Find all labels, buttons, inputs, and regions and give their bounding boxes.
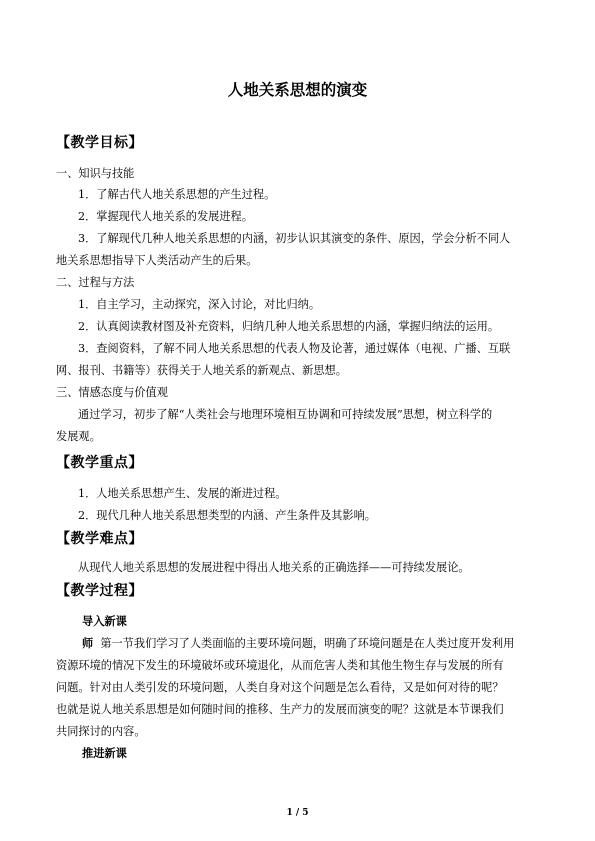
key-point-2: 2．现代几种人地关系思想类型的内涵、产生条件及其影响。	[78, 509, 376, 522]
subheading-advance: 推进新课	[82, 747, 127, 760]
section-heading-difficulty: 【教学难点】	[56, 531, 143, 547]
process-line-5: 共同探讨的内容。	[56, 725, 146, 738]
goals-attitude-1a: 通过学习，初步了解“人类社会与地理环境相互协调和可持续发展”思想，树立科学的	[78, 408, 493, 421]
goals-heading-knowledge: 一、知识与技能	[56, 167, 135, 180]
difficulty-point-1: 从现代人地关系思想的发展进程中得出人地关系的正确选择——可持续发展论。	[78, 561, 470, 574]
goals-heading-attitude: 三、情感态度与价值观	[56, 386, 168, 399]
goals-heading-process: 二、过程与方法	[56, 276, 135, 289]
goals-knowledge-3a: 3．了解现代几种人地关系思想的内涵，初步认识其演变的条件、原因，学会分析不同人	[78, 232, 511, 245]
goals-attitude-1b: 发展观。	[56, 430, 101, 443]
process-line-1	[82, 636, 572, 651]
goals-knowledge-2: 2．掌握现代人地关系的发展进程。	[78, 210, 253, 223]
goals-process-3b: 网、报刊、书籍等）获得关于人地关系的新观点、新思想。	[56, 364, 347, 377]
document-title: 人地关系思想的演变	[227, 81, 368, 99]
goals-process-1: 1．自主学习，主动探究，深入讨论，对比归纳。	[78, 298, 321, 311]
process-line-3: 问题。针对由人类引发的环境问题，人类自身对这个问题是怎么看待，又是如何对待的呢？	[56, 681, 504, 694]
section-heading-key: 【教学重点】	[56, 455, 143, 471]
teacher-label: 师	[82, 637, 94, 650]
goals-knowledge-1: 1．了解古代人地关系思想的产生过程。	[78, 188, 276, 201]
section-heading-goals: 【教学目标】	[56, 135, 143, 151]
process-line-4: 也就是说人地关系思想是如何随时间的推移、生产力的发展而演变的呢？这就是本节课我们	[56, 703, 504, 716]
page-number: 1 / 5	[286, 808, 309, 818]
goals-process-3a: 3．查阅资料，了解不同人地关系思想的代表人物及论著，通过媒体（电视、广播、互联	[78, 342, 511, 355]
goals-process-2: 2．认真阅读教材图及补充资料，归纳几种人地关系思想的内涵，掌握归纳法的运用。	[78, 320, 500, 333]
subheading-intro: 导入新课	[82, 615, 127, 628]
process-line-1-text: 第一节我们学习了人类面临的主要环境问题，明确了环境问题是在人类过度开发利用	[100, 637, 515, 650]
process-line-2: 资源环境的情况下发生的环境破坏或环境退化，从而危害人类和其他生物生存与发展的所有	[56, 659, 504, 672]
key-point-1: 1．人地关系思想产生、发展的渐进过程。	[78, 487, 287, 500]
goals-knowledge-3b: 地关系思想指导下人类活动产生的后果。	[56, 254, 258, 267]
section-heading-process: 【教学过程】	[56, 583, 143, 599]
